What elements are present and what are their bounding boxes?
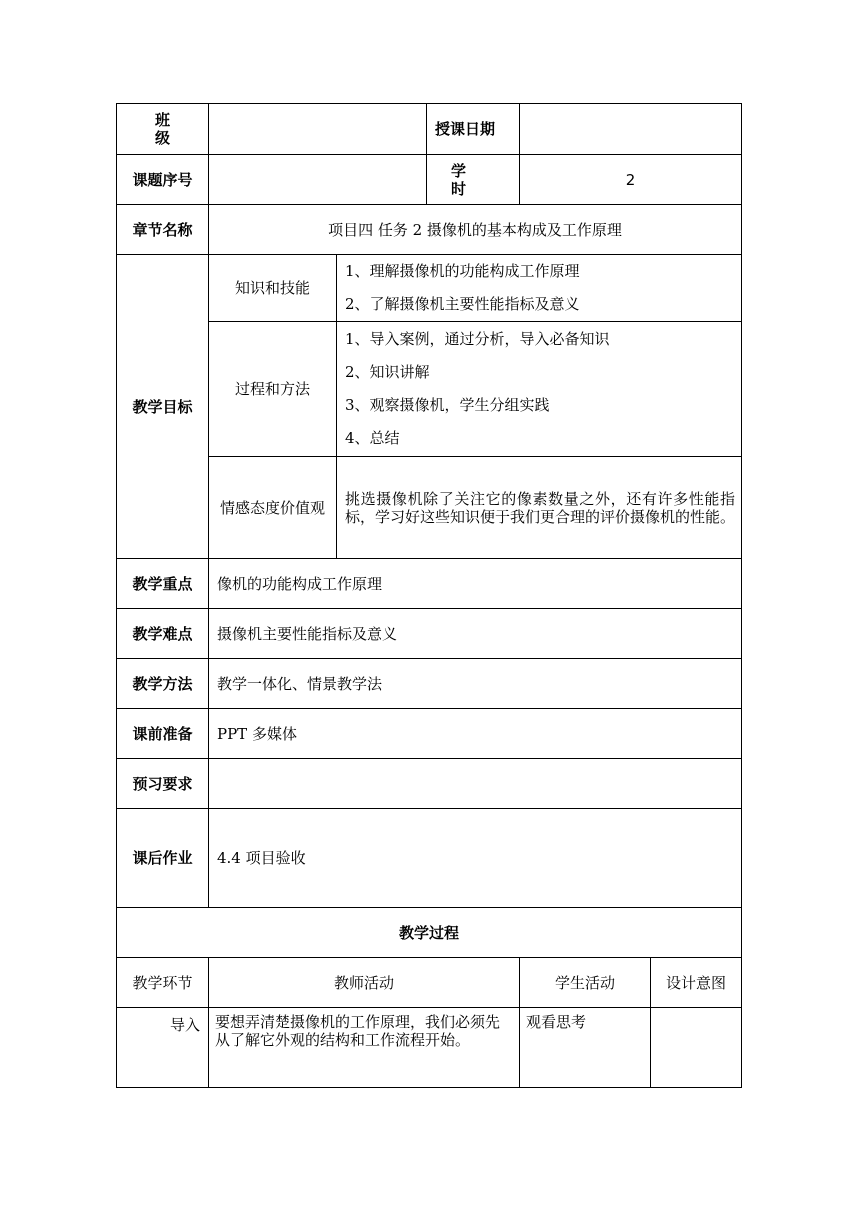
difficult-label: 教学难点 [117,609,209,659]
attitude-text: 挑选摄像机除了关注它的像素数量之外，还有许多性能指标，学习好这些知识便于我们更合理的评价摄像机的性能。 [337,457,742,559]
objectives-label: 教学目标 [117,255,209,559]
knowledge-label: 知识和技能 [209,255,337,322]
process-design-intent [651,1008,742,1088]
homework-row [117,809,742,908]
class-label: 班级 [117,104,209,155]
seq-label: 课题序号 [117,155,209,205]
preview-value[interactable] [209,759,742,809]
homework-value: 4.4 项目验收 [209,809,742,908]
process-teacher-activity: 要想弄清楚摄像机的工作原理，我们必须先从了解它外观的结构和工作流程开始。 [209,1008,520,1088]
class-row [117,104,742,155]
column-header-teacher: 教师活动 [209,958,520,1008]
prep-row [117,709,742,759]
process-method-item: 3、观察摄像机，学生分组实践 [345,396,550,414]
column-header-stage: 教学环节 [117,958,209,1008]
prep-label: 课前准备 [117,709,209,759]
attitude-label: 情感态度价值观 [209,457,337,559]
chapter-row [117,205,742,255]
method-label: 教学方法 [117,659,209,709]
process-stage: 导入 [117,1008,209,1088]
chapter-value: 项目四 任务 2 摄像机的基本构成及工作原理 [209,205,742,255]
objective-attitude-row [117,457,742,559]
process-student-activity: 观看思考 [520,1008,651,1088]
method-value: 教学一体化、情景教学法 [209,659,742,709]
knowledge-item: 2、了解摄像机主要性能指标及意义 [345,295,580,313]
process-title-row [117,908,742,958]
process-method-label: 过程和方法 [209,322,337,457]
preview-label: 预习要求 [117,759,209,809]
column-header-student: 学生活动 [520,958,651,1008]
difficult-row [117,609,742,659]
seq-row [117,155,742,205]
hours-label: 学时 [427,155,520,205]
seq-value[interactable] [209,155,427,205]
homework-label: 课后作业 [117,809,209,908]
key-value: 像机的功能构成工作原理 [209,559,742,609]
preview-row [117,759,742,809]
difficult-value: 摄像机主要性能指标及意义 [209,609,742,659]
hours-value: 2 [520,155,742,205]
method-row [117,659,742,709]
lesson-plan-table [116,103,742,1088]
date-value[interactable] [520,104,742,155]
key-row [117,559,742,609]
column-header-intent: 设计意图 [651,958,742,1008]
knowledge-item: 1、理解摄像机的功能构成工作原理 [345,262,580,280]
process-method-items [337,322,742,457]
chapter-label: 章节名称 [117,205,209,255]
key-label: 教学重点 [117,559,209,609]
prep-value: PPT 多媒体 [209,709,742,759]
objective-process-row [117,322,742,457]
date-label: 授课日期 [427,104,520,155]
class-value[interactable] [209,104,427,155]
knowledge-items [337,255,742,322]
process-method-item: 1、导入案例，通过分析，导入必备知识 [345,330,610,348]
process-method-item: 2、知识讲解 [345,363,430,381]
process-method-item: 4、总结 [345,429,400,447]
process-header-row [117,958,742,1008]
objective-knowledge-row [117,255,742,322]
process-row [117,1008,742,1088]
process-title: 教学过程 [117,908,742,958]
